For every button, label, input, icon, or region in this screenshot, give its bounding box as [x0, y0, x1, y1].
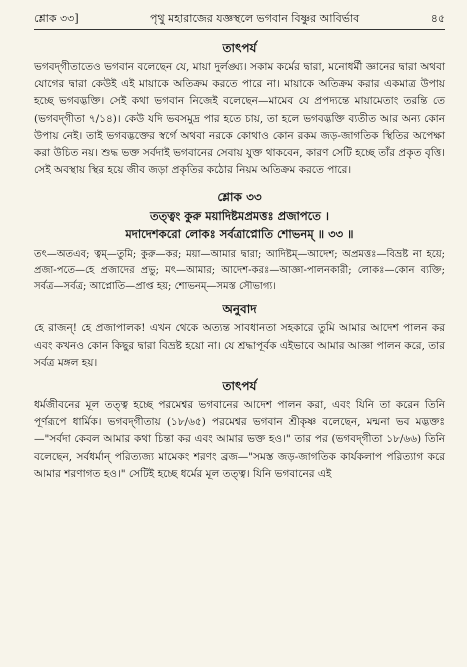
verse-line-2: মদাদেশকরো লোকঃ সর্বত্রাপ্নোতি শোভনম্ ॥ ৩৩ ॥ — [125, 227, 354, 242]
purport-heading: তাৎপর্য — [222, 41, 257, 55]
translation-heading: অনুবাদ — [222, 302, 257, 317]
purport-paragraph: ভগবদ্‌গীতাতেও ভগবান বলেছেন যে, মায়া দুর্লঙ্ঘ্য। সকাম কর্মের দ্বারা, মনোধর্মী জ্ঞানের দ্বারা অথবা যোগের দ্বারা কেউই এই মায়াকে অতিক্রম করতে পারে না। মায়াকে অতিক্রম করার একমাত্র উপায় হচ্ছে ভগবদ্ভক্তি। সেই কথা ভগবান নিজেই বলেছেন—মামেব যে প্রপদ্যন্তে মায়ামেতাং তরন্তি তে (ভগবদ্‌গীতা ৭/১৪)। কেউ যদি ভবসমুদ্র পার হতে চায়, তা হলে ভগবদ্ভক্তি ব্যতীত আর অন্য কোন উপায় নেই। তাই ভগবদ্ভক্তের স্বর্গে অথবা নরকে কোথাও কোন রকম জড়-জাগতিক স্থিতির অপেক্ষা করা উচিত নয়। শুদ্ধ ভক্ত সর্বদাই ভগবানের সেবায় যুক্ত থাকবেন, কারণ সেটি হচ্ছে তাঁর প্রকৃত বৃত্তি। সেই অবস্থায় স্থির হয়ে জীব জড়া প্রকৃতির কঠোর নিয়ম অতিক্রম করতে পারে। — [34, 61, 445, 177]
purport-paragraph-2: ধর্মজীবনের মূল তত্ত্ব হচ্ছে পরমেশ্বর ভগবানের আদেশ পালন করা, এবং যিনি তা করেন তিনি পূর্ণরূপে ধার্মিক। ভগবদ্‌গীতায় (১৮/৬৫) পরমেশ্বর ভগবান শ্রীকৃষ্ণ বলেছেন, মন্মনা ভব মদ্ভক্তঃ—"সর্বদা কেবল আমার কথা চিন্তা কর এবং আমার ভক্ত হও।" তার পর (ভগবদ্‌গীতা ১৮/৬৬) তিনি বলেছেন, সর্বধর্মান্ পরিত্যজ্য মামেকং শরণং ব্রজ—"সমস্ত জড়-জাগতিক কার্যকলাপ পরিত্যাগ করে আমার শরণাগত হও।" সেটিই হচ্ছে ধর্মের মূল তত্ত্ব। যিনি ভগবানের এই — [34, 399, 445, 480]
running-header — [34, 12, 445, 30]
verse-number-heading: শ্লোক ৩৩ — [217, 190, 262, 205]
translation-paragraph: হে রাজন্! হে প্রজাপালক! এখন থেকে অত্যন্ত সাবধানতা সহকারে তুমি আমার আদেশ পালন কর এবং কখনও কোন কিছুর দ্বারা বিভ্রষ্ট হয়ো না। যে শ্রদ্ধাপূর্বক এইভাবে আমার আজ্ঞা পালন করে, তার সর্বত্র মঙ্গল হয়। — [34, 322, 445, 369]
verse-line-1: তত্ত্বং কুরু ময়াদিষ্টমপ্রমত্তঃ প্রজাপতে । — [149, 209, 330, 224]
purport-heading-2: তাৎপর্য — [222, 379, 257, 394]
word-meanings: তৎ—অতএব; ত্বম্—তুমি; কুরু—কর; ময়া—আমার দ্বারা; আদিষ্টম্—আদেশ; অপ্রমত্তঃ—বিভ্রষ্ট না হয়ে; প্রজা-পতে—হে প্রজাদের প্রভু; মৎ—আমার; আদেশ-করঃ—আজ্ঞা-পালনকারী; লোকঃ—কোন ব্যক্তি; সর্বত্র—সর্বত্র; আপ্নোতি—প্রাপ্ত হয়; শোভনম্—সমস্ত সৌভাগ্য। — [34, 249, 445, 293]
page-number: ৪৫ — [430, 12, 445, 25]
chapter-title: পৃথু মহারাজের যজ্ঞস্থলে ভগবান বিষ্ণুর আবির্ভাব — [150, 12, 360, 25]
verse-reference: শ্লোক ৩৩] — [34, 12, 79, 25]
